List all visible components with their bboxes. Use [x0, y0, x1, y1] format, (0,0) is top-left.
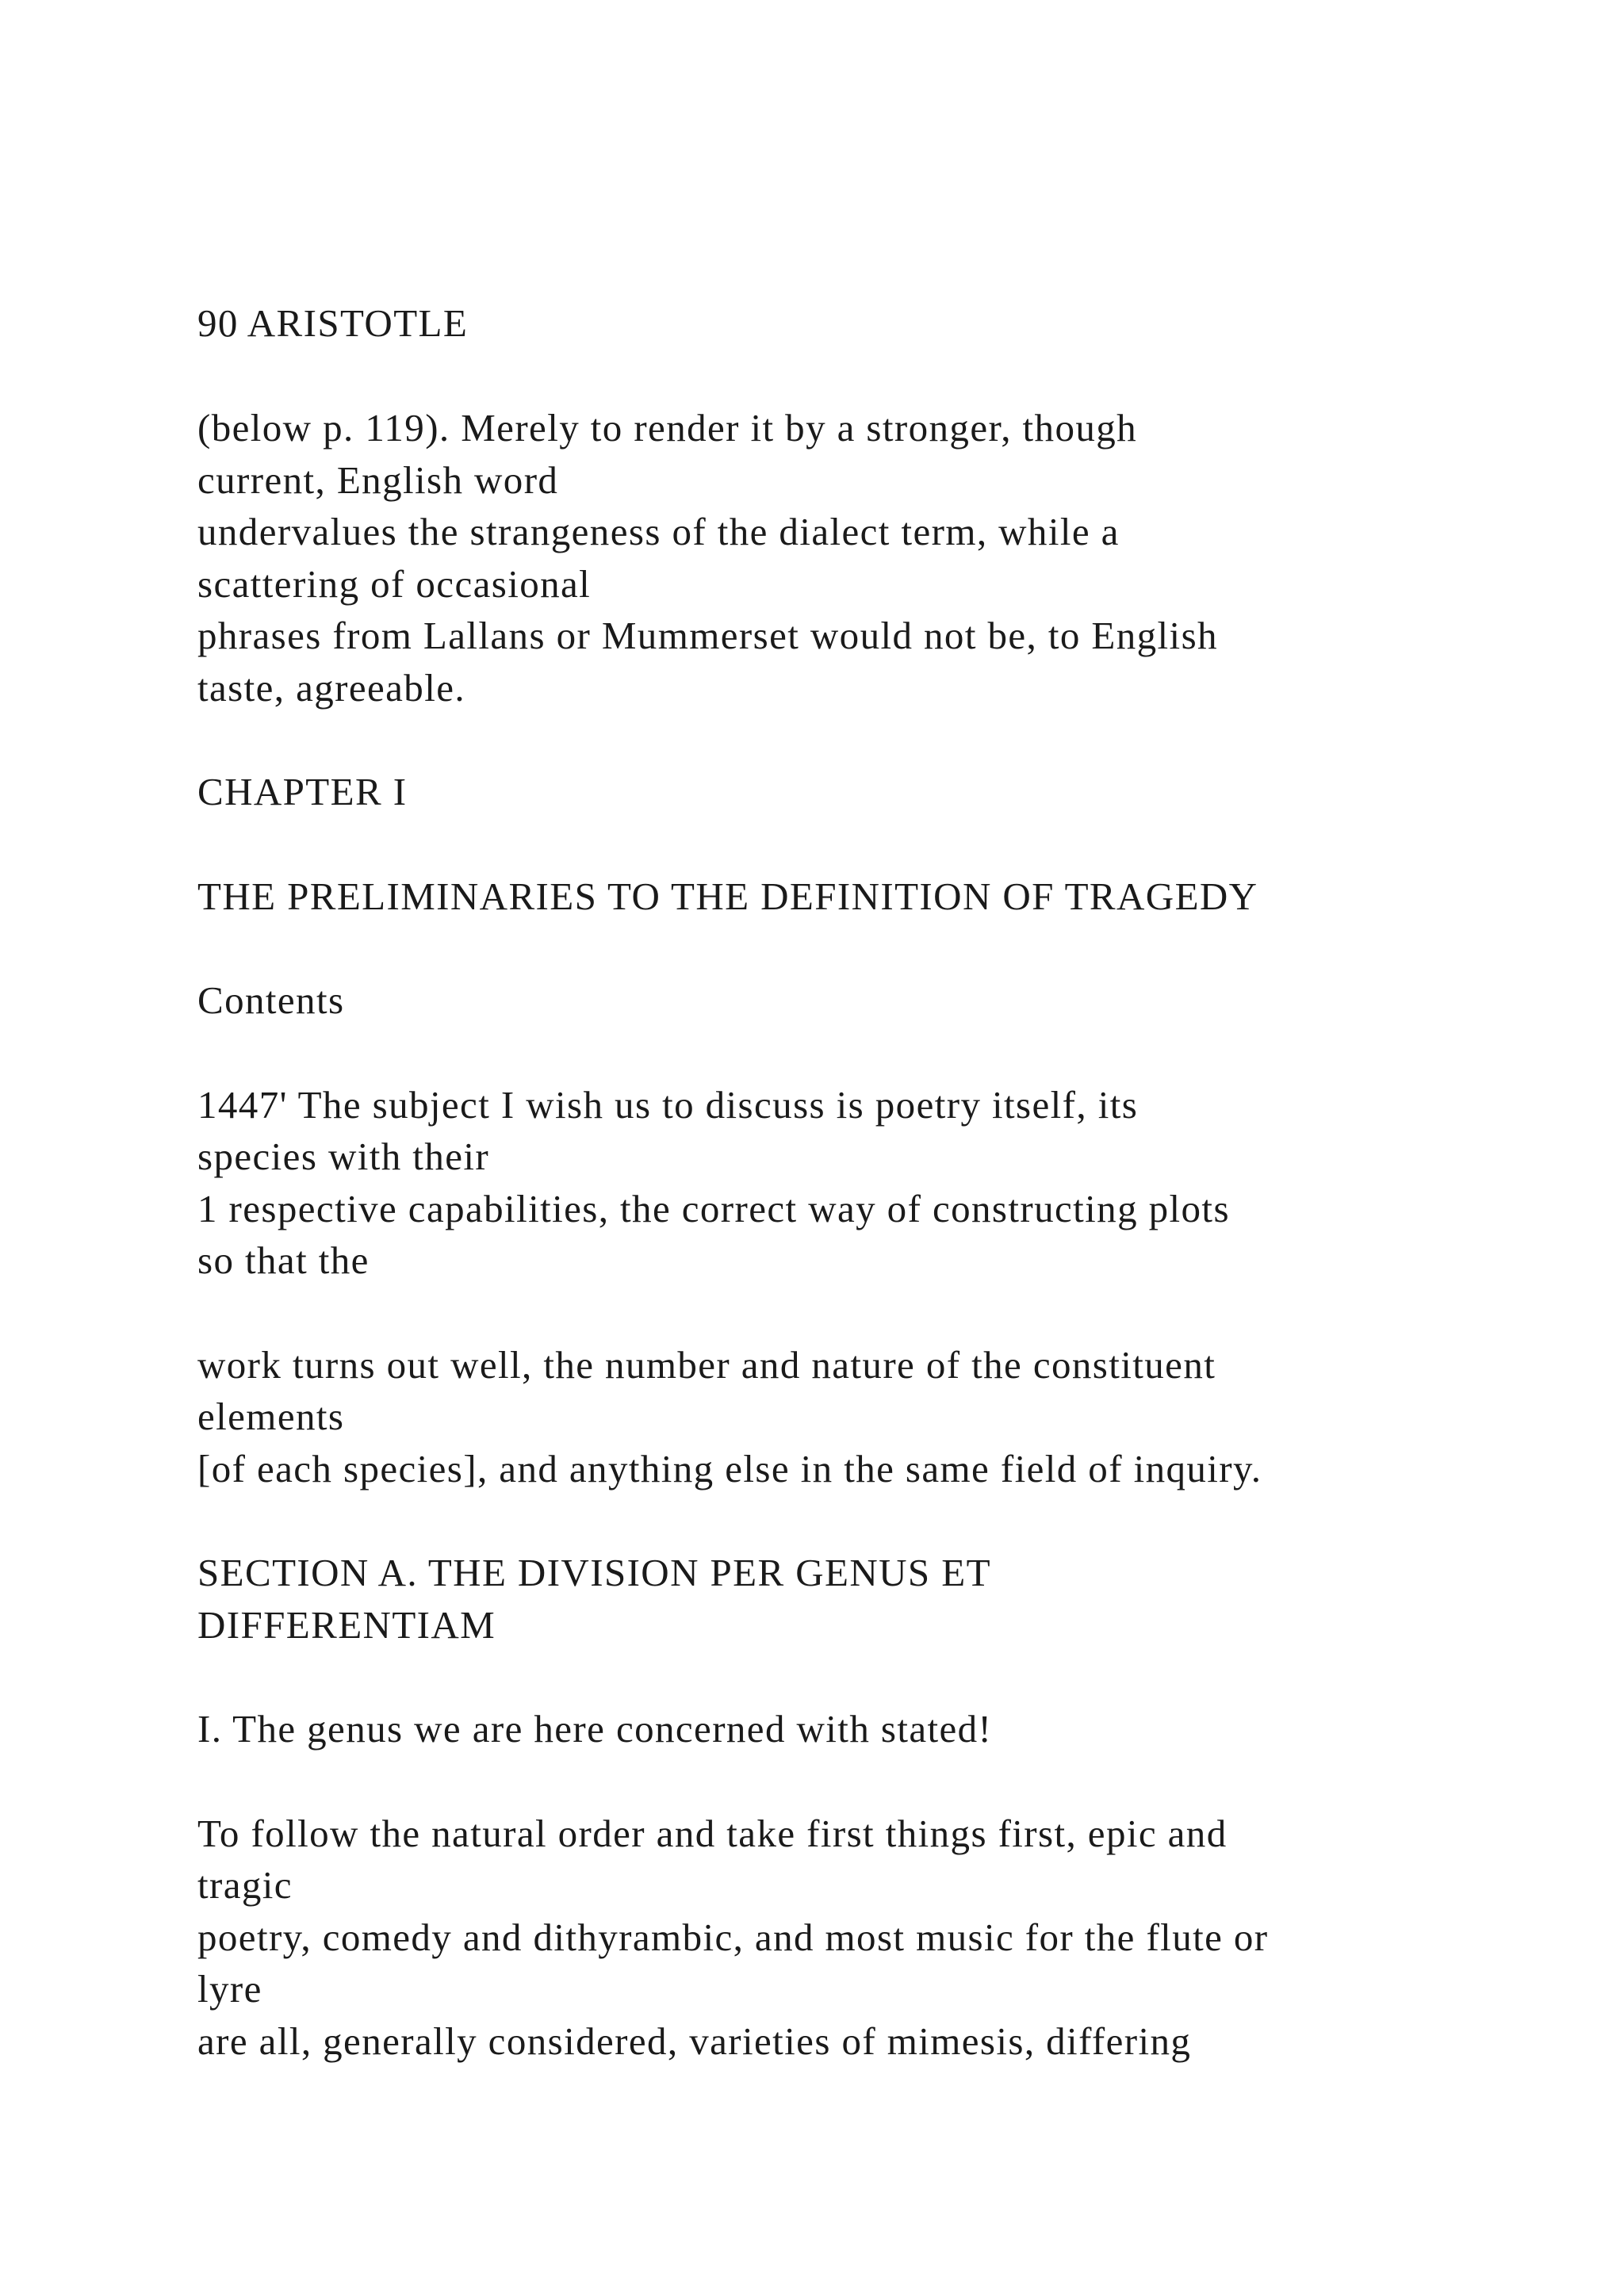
contents-label: Contents: [197, 978, 345, 1022]
chapter-title: THE PRELIMINARIES TO THE DEFINITION OF TRAGEDY: [197, 874, 1258, 918]
text-line: poetry, comedy and dithyrambic, and most music for the flute or: [197, 1915, 1269, 1959]
text-line: work turns out well, the number and nature of the constituent: [197, 1343, 1216, 1387]
text-line: DIFFERENTIAM: [197, 1603, 496, 1647]
text-line: lyre: [197, 1967, 262, 2011]
text-line: (below p. 119). Merely to render it by a stronger, though: [197, 406, 1138, 450]
text-line: undervalues the strangeness of the dialect term, while a: [197, 510, 1120, 553]
text-line: elements: [197, 1395, 345, 1438]
text-line: SECTION A. THE DIVISION PER GENUS ET: [197, 1551, 991, 1594]
text-line: 1 respective capabilities, the correct way of constructing plots: [197, 1187, 1230, 1230]
text-line: [of each species], and anything else in the same field of inquiry.: [197, 1447, 1262, 1490]
text-line: tragic: [197, 1863, 293, 1907]
text-line: scattering of occasional: [197, 562, 592, 606]
text-line: phrases from Lallans or Mummerset would not be, to English: [197, 614, 1218, 657]
text-line: are all, generally considered, varieties of mimesis, differing: [197, 2019, 1192, 2063]
text-line: species with their: [197, 1135, 490, 1178]
running-header: 90 ARISTOTLE: [197, 301, 469, 345]
text-line: To follow the natural order and take first things first, epic and: [197, 1812, 1228, 1855]
subheading: I. The genus we are here concerned with stated!: [197, 1707, 993, 1751]
text-line: so that the: [197, 1238, 370, 1282]
text-line: 1447' The subject I wish us to discuss is poetry itself, its: [197, 1083, 1139, 1127]
chapter-heading: CHAPTER I: [197, 770, 408, 813]
text-line: taste, agreeable.: [197, 666, 466, 710]
text-line: current, English word: [197, 458, 559, 502]
